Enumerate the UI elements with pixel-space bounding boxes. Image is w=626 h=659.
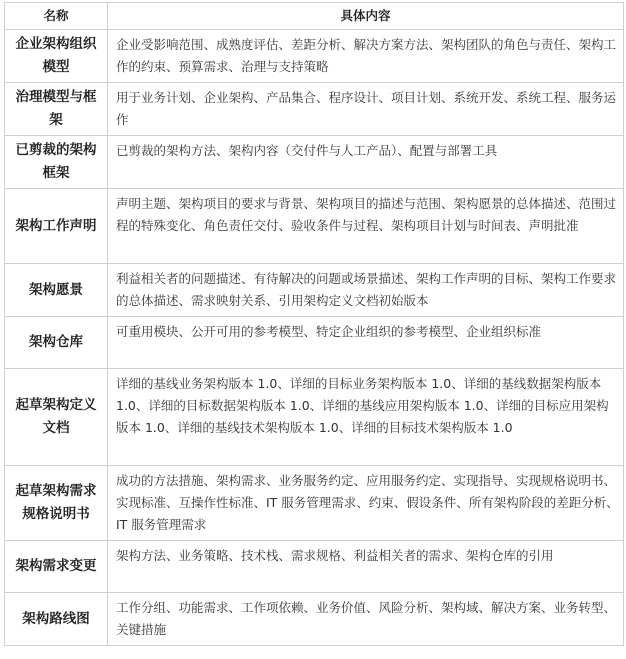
row-content-cell: 用于业务计划、企业架构、产品集合、程序设计、项目计划、系统开发、系统工程、服务运作 [108,83,624,136]
row-name-cell: 企业架构组织模型 [5,30,108,83]
row-name-cell: 已剪裁的架构框架 [5,136,108,189]
row-content-cell: 工作分组、功能需求、工作项依赖、业务价值、风险分析、架构域、解决方案、业务转型、关键措施 [108,593,624,646]
table-row [5,466,624,541]
table-header-row [5,3,624,30]
table-row [5,541,624,593]
row-content-cell: 声明主题、架构项目的要求与背景、架构项目的描述与范围、架构愿景的总体描述、范围过程的特殊变化、角色责任交付、验收条件与过程、架构项目计划与时间表、声明批准 [108,189,624,264]
row-content-cell: 架构方法、业务策略、技术栈、需求规格、利益相关者的需求、架构仓库的引用 [108,541,624,593]
deliverables-table [4,2,624,646]
table-row [5,264,624,317]
row-content-cell: 已剪裁的架构方法、架构内容（交付件与人工产品）、配置与部署工具 [108,136,624,189]
row-name-cell: 架构工作声明 [5,189,108,264]
row-content-cell: 企业受影响范围、成熟度评估、差距分析、解决方案方法、架构团队的角色与责任、架构工作的约束、预算需求、治理与支持策略 [108,30,624,83]
table-row [5,83,624,136]
row-content-cell: 详细的基线业务架构版本 1.0、详细的目标业务架构版本 1.0、详细的基线数据架构版本 1.0、详细的目标数据架构版本 1.0、详细的基线应用架构版本 1.0、详细的目标应用架构版本 1.0、详细的基线技术架构版本 1.0、详细的目标技术架构版本 1.0 [108,369,624,466]
row-name-cell: 治理模型与框架 [5,83,108,136]
row-name-cell: 架构需求变更 [5,541,108,593]
table-row [5,369,624,466]
table-row [5,136,624,189]
table-row [5,593,624,646]
row-name-cell: 架构愿景 [5,264,108,317]
row-name-cell: 架构路线图 [5,593,108,646]
row-content-cell: 可重用模块、公开可用的参考模型、特定企业组织的参考模型、企业组织标准 [108,317,624,369]
row-name-cell: 起草架构定义文档 [5,369,108,466]
table-row [5,317,624,369]
table-row [5,30,624,83]
column-header-content: 具体内容 [108,3,624,30]
row-content-cell: 利益相关者的问题描述、有待解决的问题或场景描述、架构工作声明的目标、架构工作要求的总体描述、需求映射关系、引用架构定义文档初始版本 [108,264,624,317]
table-row [5,189,624,264]
column-header-name: 名称 [5,3,108,30]
row-content-cell: 成功的方法措施、架构需求、业务服务约定、应用服务约定、实现指导、实现规格说明书、实现标准、互操作性标准、IT 服务管理需求、约束、假设条件、所有架构阶段的差距分析、IT 服务管理需求 [108,466,624,541]
row-name-cell: 起草架构需求规格说明书 [5,466,108,541]
row-name-cell: 架构仓库 [5,317,108,369]
